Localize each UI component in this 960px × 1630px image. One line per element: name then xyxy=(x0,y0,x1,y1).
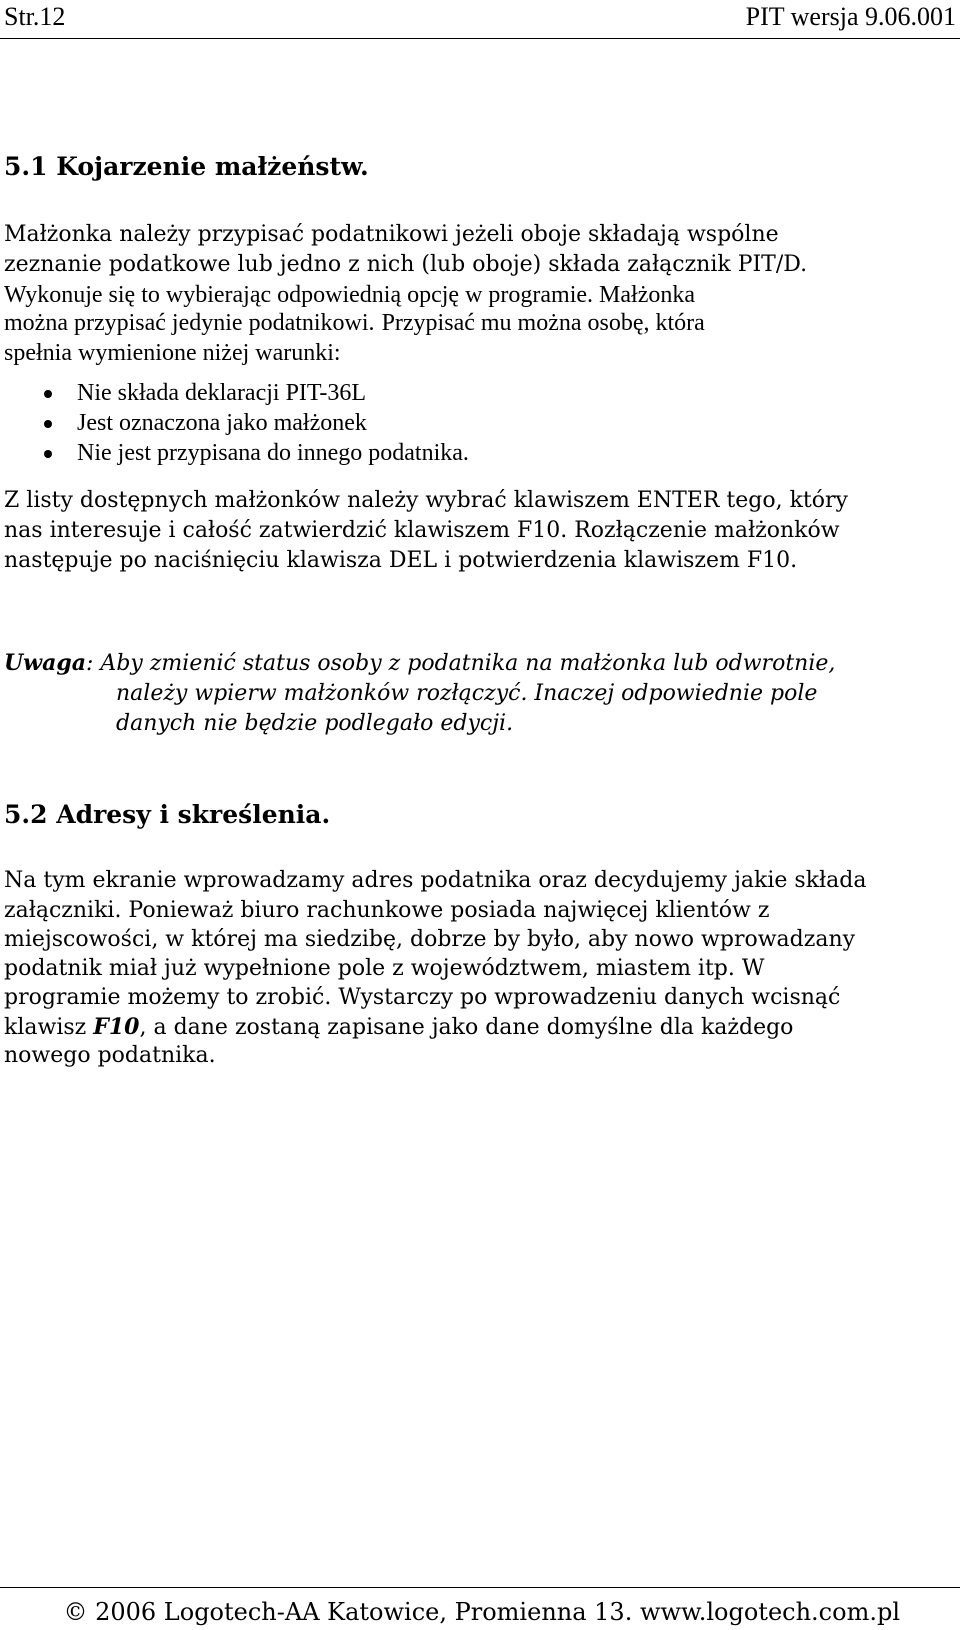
page-number: Str.12 xyxy=(4,2,66,31)
paragraph-segment: klawisz xyxy=(4,1015,94,1040)
condition-list xyxy=(4,378,469,468)
note-block xyxy=(4,648,835,739)
paragraph-segment: Przypisać mu można osobę, która xyxy=(381,310,705,336)
list-item-label: Jest oznaczona jako małżonek xyxy=(77,410,367,436)
paragraph-line: miejscowości, w której ma siedzibę, dobrze by było, aby nowo wprowadzany xyxy=(4,927,856,952)
paragraph-line: nas interesuje i całość zatwierdzić klawiszem F10. Rozłączenie małżonków xyxy=(4,518,840,543)
footer-text: © 2006 Logotech-AA Katowice, Promienna 13. www.logotech.com.pl xyxy=(63,1598,900,1626)
paragraph-line: Wykonuje się to wybierając odpowiednią opcję w programie. Małżonka xyxy=(4,282,695,308)
note-label: Uwaga xyxy=(4,650,87,676)
paragraph-line: nowego podatnika. xyxy=(4,1043,216,1068)
note-text: należy wpierw małżonków rozłączyć. Inaczej odpowiednie pole xyxy=(116,681,818,706)
paragraph-segment: , a dane zostaną zapisane jako dane domyślne dla każdego xyxy=(139,1015,794,1040)
list-item xyxy=(4,378,469,408)
footer-rule xyxy=(0,1587,960,1588)
paragraph-line: podatnik miał już wypełnione pole z województwem, miastem itp. W xyxy=(4,956,765,981)
paragraph-segment: można przypisać jedynie podatnikowi. xyxy=(4,310,375,336)
version-label: PIT wersja 9.06.001 xyxy=(745,2,956,31)
paragraph-line: Na tym ekranie wprowadzamy adres podatnika oraz decydujemy jakie składa xyxy=(4,868,867,893)
header-rule xyxy=(0,38,960,39)
note-text: : Aby zmienić status osoby z podatnika na małżonka lub odwrotnie, xyxy=(86,651,836,676)
paragraph-line xyxy=(4,308,954,339)
paragraph-line xyxy=(4,1012,954,1043)
bullet-icon xyxy=(44,420,52,428)
section-title-5-1: 5.1 Kojarzenie małżeństw. xyxy=(4,152,369,181)
paragraph-line: załączniki. Ponieważ biuro rachunkowe posiada najwięcej klientów z xyxy=(4,898,770,923)
bullet-icon xyxy=(44,390,52,398)
key-label: F10 xyxy=(93,1014,140,1040)
note-text: danych nie będzie podlegało edycji. xyxy=(116,711,514,736)
page-header xyxy=(0,0,960,40)
paragraph-line: zeznanie podatkowe lub jedno z nich (lub oboje) składa załącznik PIT/D. xyxy=(4,252,808,277)
list-item-label: Nie składa deklaracji PIT-36L xyxy=(77,380,367,406)
paragraph-line: następuje po naciśnięciu klawisza DEL i potwierdzenia klawiszem F10. xyxy=(4,548,798,573)
list-item-label: Nie jest przypisana do innego podatnika. xyxy=(77,440,469,466)
paragraph-line: programie możemy to zrobić. Wystarczy po wprowadzeniu danych wcisnąć xyxy=(4,985,841,1010)
bullet-icon xyxy=(44,450,52,458)
list-item xyxy=(4,408,469,438)
paragraph-line: Z listy dostępnych małżonków należy wybrać klawiszem ENTER tego, który xyxy=(4,488,848,513)
paragraph-line: Małżonka należy przypisać podatnikowi jeżeli oboje składają wspólne xyxy=(4,222,779,247)
paragraph-line: spełnia wymienione niżej warunki: xyxy=(4,340,341,366)
list-item xyxy=(4,438,469,468)
section-title-5-2: 5.2 Adresy i skreślenia. xyxy=(4,800,331,829)
